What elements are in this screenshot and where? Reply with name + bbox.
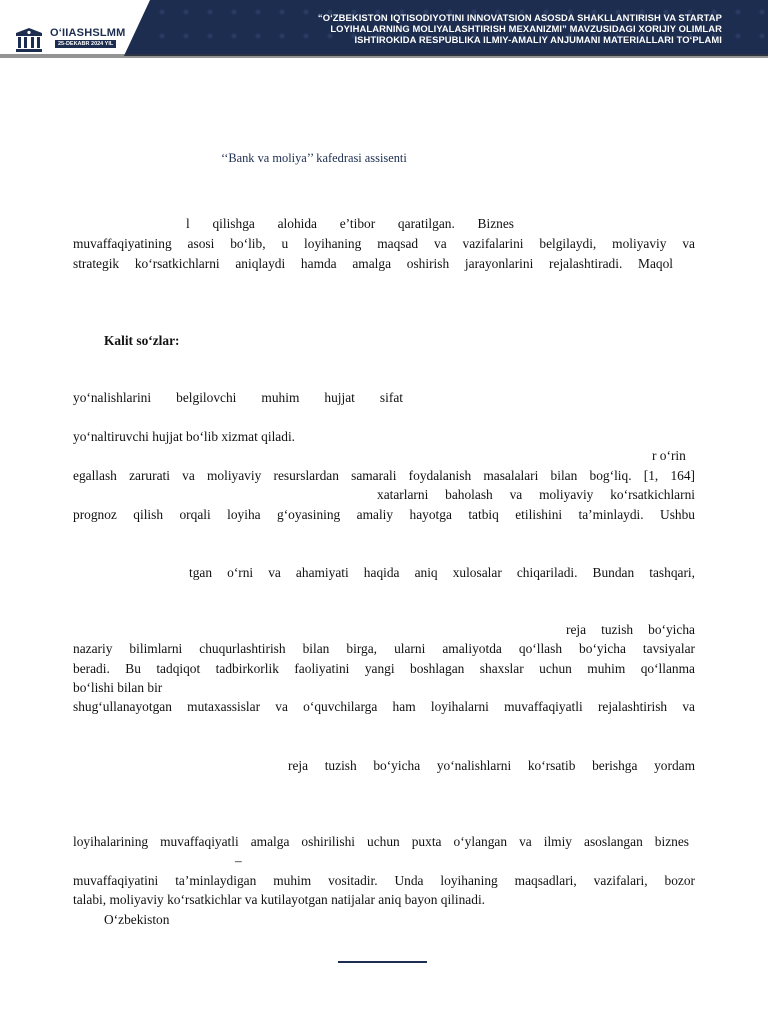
- paragraph-line: bo‘lishi bilan bir: [73, 680, 163, 695]
- paragraph-line: tgan o‘rni va ahamiyati haqida aniq xulosalar chiqariladi. Bundan tashqari,: [189, 565, 695, 580]
- abstract-line: strategik ko‘rsatkichlarni aniqlaydi hamda amalga oshirish jarayonlarini rejalashtiradi. Maqol: [73, 256, 673, 271]
- conference-title-line: LOYIHALARNING MOLIYALASHTIRISH MEXANIZMI” MAVZUSIDAGI XORIJIY OLIMLAR: [330, 23, 722, 34]
- abstract-line: l qilishga alohida e’tibor qaratilgan. Biznes: [186, 216, 514, 231]
- author-affiliation: ‘‘Bank va moliya’’ kafedrasi assisenti: [221, 151, 407, 165]
- paragraph-line: muvaffaqiyatini ta’minlaydigan muhim vositadir. Unda loyihaning maqsadlari, vazifalari, bozor: [73, 873, 695, 888]
- paragraph-line: O‘zbekiston: [104, 912, 170, 927]
- conference-title: [222, 12, 722, 45]
- paragraph-line: r o‘rin: [652, 448, 686, 463]
- paragraph-line: reja tuzish bo‘yicha yo‘nalishlarni ko‘rsatib berishga yordam: [288, 758, 695, 773]
- paragraph-line: nazariy bilimlarni chuqurlashtirish bilan birga, ularni amaliyotda qo‘llash bo‘yicha tavsiyalar: [73, 641, 695, 656]
- paragraph-line: yo‘nalishlarini belgilovchi muhim hujjat sifat: [73, 390, 403, 405]
- footnote-separator: [338, 961, 427, 963]
- paragraph-line: loyihalarining muvaffaqiyatli amalga oshirilishi uchun puxta o‘ylangan va ilmiy asoslangan biznes: [73, 834, 689, 849]
- paragraph-line: xatarlarni baholash va moliyaviy ko‘rsatkichlarni: [377, 487, 695, 502]
- paragraph-line: shug‘ullanayotgan mutaxassislar va o‘quvchilarga ham loyihalarni muvaffaqiyatli rejalashtirish va: [73, 699, 695, 714]
- paragraph-line: –: [235, 853, 242, 868]
- paragraph-line: egallash zarurati va moliyaviy resurslardan samarali foydalanish masalalari bilan bog‘liq. [1, 164]: [73, 468, 695, 483]
- banner-shadow: [0, 54, 768, 58]
- university-emblem-icon: [14, 27, 44, 53]
- logo-name: O‘IIASHSLMM: [50, 27, 126, 39]
- logo-date: 25-DEKABR 2024 YIL: [55, 40, 116, 48]
- conference-banner: [0, 0, 768, 56]
- paragraph-line: beradi. Bu tadqiqot tadbirkorlik faoliyatini yangi boshlagan shaxslar uchun muhim qo‘llanma: [73, 661, 695, 676]
- paragraph-line: prognoz qilish orqali loyiha g‘oyasining amaliy hayotga tatbiq etilishini ta’minlaydi. Ushbu: [73, 507, 695, 522]
- paragraph-line: yo‘naltiruvchi hujjat bo‘lib xizmat qiladi.: [73, 429, 296, 444]
- keywords-label: Kalit so‘zlar:: [104, 333, 180, 348]
- paragraph-line: reja tuzish bo‘yicha: [566, 622, 695, 637]
- conference-title-line: ISHTIROKIDA RESPUBLIKA ILMIY-AMALIY ANJUMANI MATERIALLARI TO‘PLAMI: [354, 34, 722, 45]
- conference-title-line: “O‘ZBEKISTON IQTISODIYOTINI INNOVATSION ASOSDA SHAKLLANTIRISH VA STARTAP: [317, 12, 722, 23]
- abstract-line: muvaffaqiyatining asosi bo‘lib, u loyihaning maqsad va vazifalarini belgilaydi, moliyaviy va: [73, 236, 695, 251]
- paragraph-line: talabi, moliyaviy ko‘rsatkichlar va kutilayotgan natijalar aniq bayon qilinadi.: [73, 892, 486, 907]
